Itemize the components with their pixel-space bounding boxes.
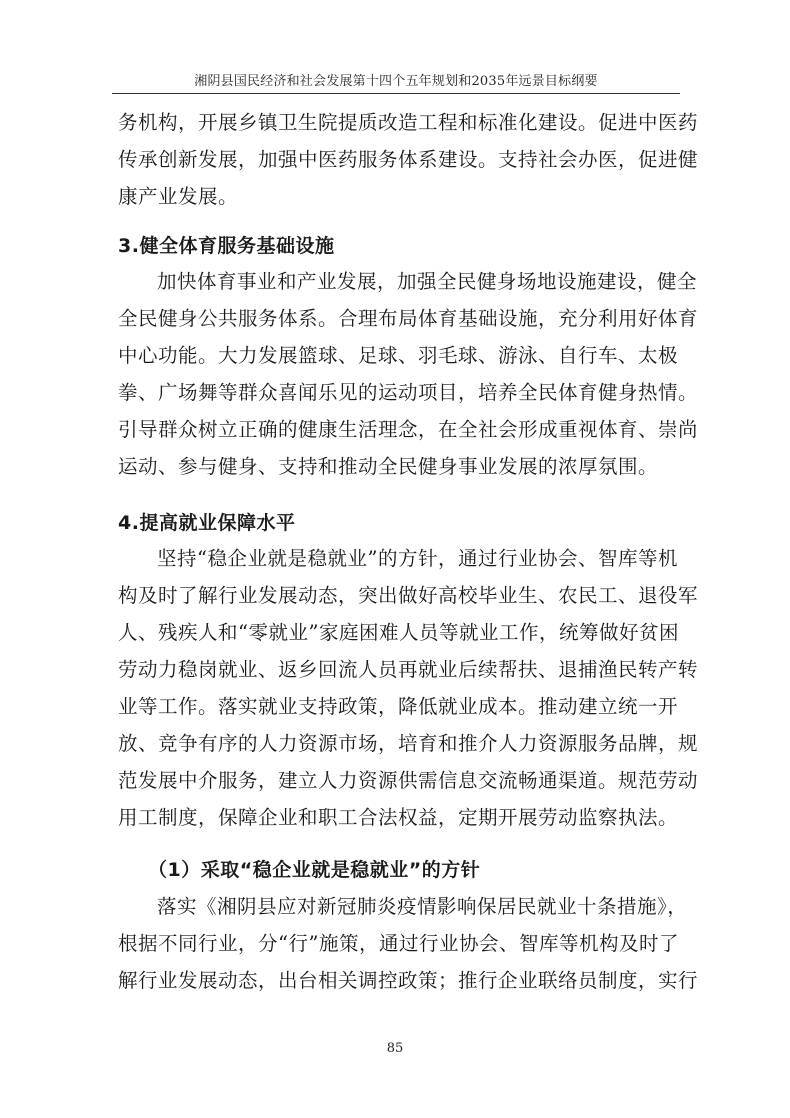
paragraph-line: 人、残疾人和“零就业”家庭困难人员等就业工作，统筹做好贫困 [118, 621, 679, 644]
paragraph-line: 劳动力稳岗就业、返乡回流人员再就业后续帮扶、退捕渔民转产转 [118, 658, 699, 681]
subsection-heading: （1）采取“稳企业就是稳就业”的方针 [148, 859, 481, 881]
paragraph-line: 用工制度，保障企业和职工合法权益，定期开展劳动监察执法。 [118, 806, 679, 829]
paragraph-line: 运动、参与健身、支持和推动全民健身事业发展的浓厚氛围。 [118, 455, 659, 478]
paragraph-line: 拳、广场舞等群众喜闻乐见的运动项目，培养全民体育健身热情。 [118, 381, 699, 404]
paragraph-line: 放、竞争有序的人力资源市场，培育和推介人力资源服务品牌，规 [118, 732, 699, 755]
header-divider [112, 93, 680, 94]
paragraph-line: 业等工作。落实就业支持政策，降低就业成本。推动建立统一开 [118, 695, 679, 718]
paragraph-line: 务机构，开展乡镇卫生院提质改造工程和标准化建设。促进中医药 [118, 111, 699, 134]
paragraph-line: 落实《湘阴县应对新冠肺炎疫情影响保居民就业十条措施》， [157, 895, 688, 918]
paragraph-line: 中心功能。大力发展篮球、足球、羽毛球、游泳、自行车、太极 [118, 344, 679, 367]
paragraph-line: 传承创新发展，加强中医药服务体系建设。支持社会办医，促进健 [118, 148, 699, 171]
paragraph-line: 加快体育事业和产业发展，加强全民健身场地设施建设，健全 [157, 270, 698, 293]
paragraph-line: 引导群众树立正确的健康生活理念，在全社会形成重视体育、崇尚 [118, 418, 699, 441]
paragraph-line: 坚持“稳企业就是稳就业”的方针，通过行业协会、智库等机 [157, 547, 678, 570]
section-heading: 4.提高就业保障水平 [118, 512, 296, 534]
page-number: 85 [386, 1041, 404, 1056]
paragraph-line: 全民健身公共服务体系。合理布局体育基础设施，充分利用好体育 [118, 307, 699, 330]
paragraph-line: 构及时了解行业发展动态，突出做好高校毕业生、农民工、退役军 [118, 584, 699, 607]
paragraph-line: 范发展中介服务，建立人力资源供需信息交流畅通渠道。规范劳动 [118, 769, 699, 792]
paragraph-line: 康产业发展。 [118, 185, 239, 208]
paragraph-line: 根据不同行业，分“行”施策，通过行业协会、智库等机构及时了 [118, 932, 679, 955]
running-header: 湘阴县国民经济和社会发展第十四个五年规划和2035年远景目标纲要 [194, 74, 598, 89]
section-heading: 3.健全体育服务基础设施 [118, 235, 335, 257]
paragraph-line: 解行业发展动态，出台相关调控政策；推行企业联络员制度，实行 [118, 969, 699, 992]
